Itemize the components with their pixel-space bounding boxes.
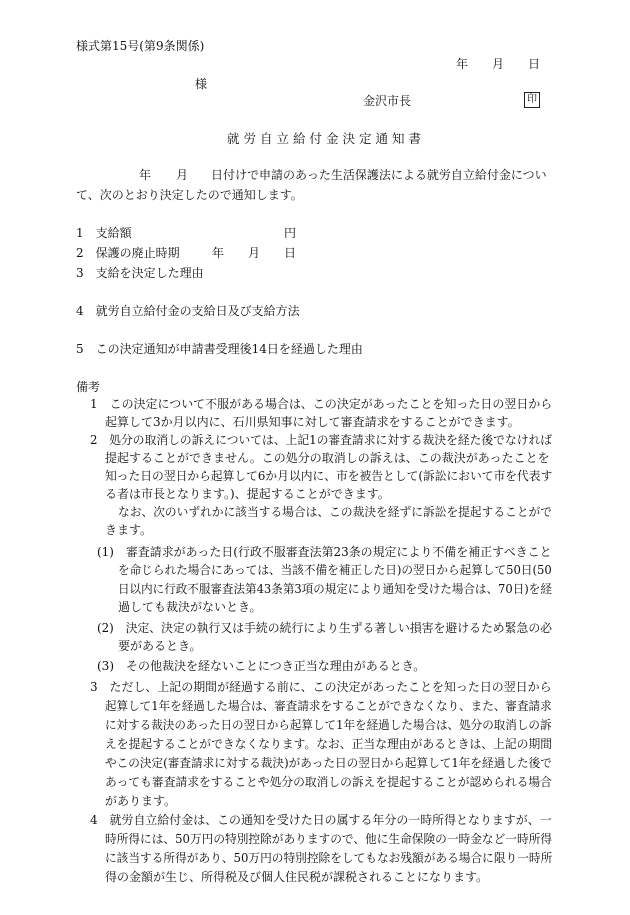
item-termination-day: 日 — [284, 246, 297, 260]
note-line: 1 この決定について不服がある場合は、この決定があったことを知った日の翌日から — [90, 397, 553, 411]
seal-mark: 印 — [524, 92, 540, 108]
item-termination-year: 年 — [212, 246, 225, 260]
issuer-name: 金沢市長 — [363, 94, 412, 108]
note-line: 提起することができません。この処分の取消しの訴えは、この裁決があったことを — [105, 451, 550, 465]
item-payment-method-label: 4 就労自立給付金の支給日及び支給方法 — [76, 304, 300, 318]
note-line: る者は市長となります。)、提起することができます。 — [105, 487, 390, 501]
note-line: (1) 審査請求があった日(行政不服審査法第23条の規定により不備を補正すべきこと — [97, 545, 552, 559]
note-line: 起算して1年を経過した場合は、審査請求をすることができなくなり、また、審査請求 — [105, 699, 552, 713]
addressee-suffix: 様 — [195, 77, 208, 91]
note-line: 得の金額が生じ、所得税及び個人住民税が課税されることになります。 — [105, 870, 489, 884]
form-number: 様式第15号(第9条関係) — [76, 39, 205, 53]
notes-heading: 備考 — [76, 380, 101, 394]
item-reason-label: 3 支給を決定した理由 — [76, 266, 204, 280]
note-line: 要があるとき。 — [118, 639, 202, 653]
document-title: 就労自立給付金決定通知書 — [227, 131, 426, 146]
item-termination-month: 月 — [248, 246, 261, 260]
item-termination-label: 2 保護の廃止時期 — [76, 246, 180, 260]
date-month-label: 月 — [492, 57, 505, 71]
note-line: に対する裁決のあった日の翌日から起算して1年を経過した場合は、処分の取消しの訴 — [105, 718, 552, 732]
note-line: 3 ただし、上記の期間が経過する前に、この決定があったことを知った日の翌日から — [90, 680, 552, 694]
note-line: 4 就労自立給付金は、この通知を受けた日の属する年分の一時所得となりますが、一 — [90, 813, 552, 827]
date-year-label: 年 — [456, 57, 469, 71]
note-line: 過しても裁決がないとき。 — [118, 600, 262, 614]
note-line: あっても審査請求をすることや処分の取消しの訴えを提起することが認められる場合 — [105, 775, 552, 789]
intro-text-line1: 日付けで申請のあった生活保護法による就労自立給付金につい — [211, 168, 547, 182]
item-delay-reason-label: 5 この決定通知が申請書受理後14日を経過した理由 — [76, 342, 363, 356]
note-line: があります。 — [105, 794, 177, 808]
item-amount-unit: 円 — [284, 226, 297, 240]
item-amount-label: 1 支給額 — [76, 226, 132, 240]
intro-text-line2: て、次のとおり決定したので通知します。 — [76, 188, 303, 202]
note-line: 知った日の翌日から起算して6か月以内に、市を被告として(訴訟において市を代表す — [105, 469, 553, 483]
note-line: に該当する所得があり、50万円の特別控除をしてもなお残額がある場合に限り一時所 — [105, 851, 553, 865]
note-line: えを提起することができなくなります。なお、正当な理由があるときは、上記の期間 — [105, 737, 553, 751]
note-line: なお、次のいずれかに該当する場合は、この裁決を経ずに訴訟を提起することがで — [118, 505, 553, 519]
date-day-label: 日 — [528, 57, 541, 71]
note-line: きます。 — [105, 523, 153, 537]
note-line: (2) 決定、決定の執行又は手続の続行により生ずる著しい損害を避けるため緊急の必 — [97, 621, 553, 635]
intro-month-label: 月 — [176, 168, 189, 182]
note-line: 時所得には、50万円の特別控除がありますので、他に生命保険の一時金など一時所得 — [105, 832, 553, 846]
intro-year-label: 年 — [139, 168, 152, 182]
note-line: 2 処分の取消しの訴えについては、上記1の審査請求に対する裁決を経た後でなければ — [90, 433, 553, 447]
note-line: 起算して3か月以内に、石川県知事に対して審査請求をすることができます。 — [105, 415, 520, 429]
note-line: (3) その他裁決を経ないことにつき正当な理由があるとき。 — [97, 659, 426, 673]
note-line: やこの決定(審査請求に対する裁決)があった日の翌日から起算して1年を経過した後で — [105, 756, 552, 770]
note-line: 日以内に行政不服審査法第43条第3項の規定により通知を受けた場合は、70日)を経 — [118, 582, 552, 596]
note-line: を命じられた場合にあっては、当該不備を補正した日)の翌日から起算して50日(50 — [118, 563, 552, 577]
